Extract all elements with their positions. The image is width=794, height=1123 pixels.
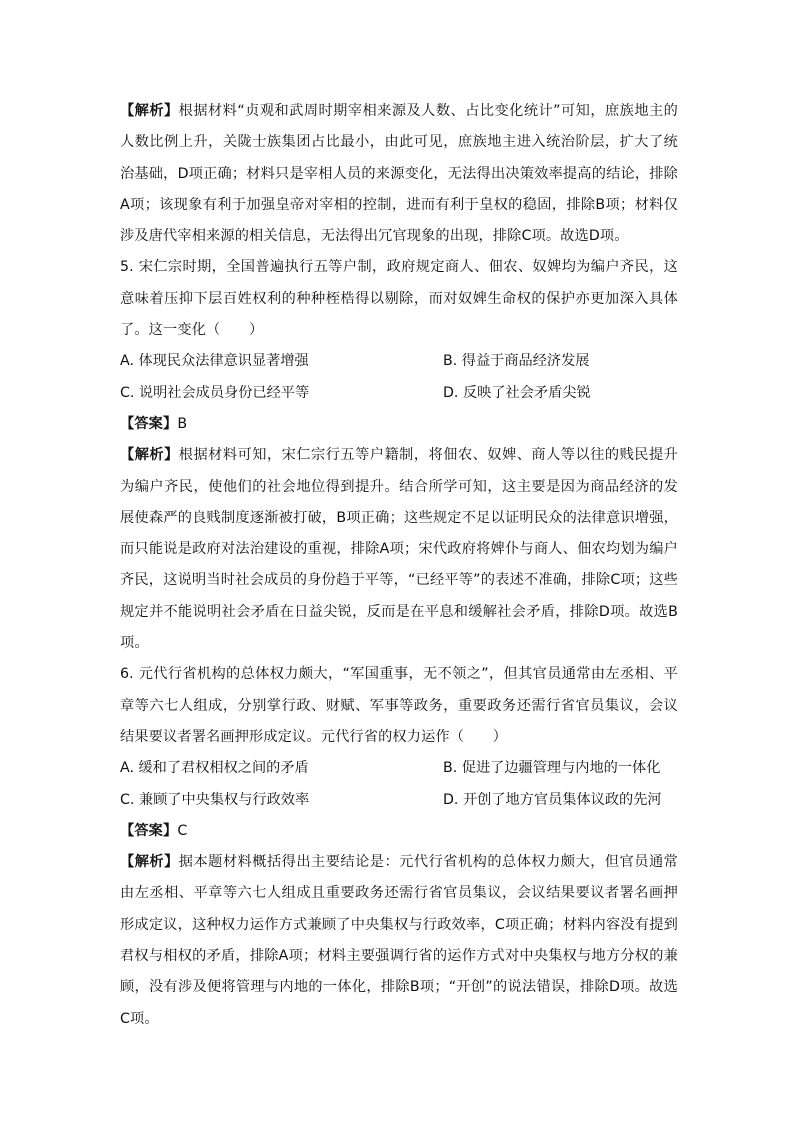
analysis-tag: 【解析】 (120, 103, 179, 119)
q6-stem: 6. 元代行省机构的总体权力颇大，“军国重事，无不领之”，但其官员通常由左丞相、平章等六七人组成，分别掌行政、财赋、军事等政务，重要政务还需行省官员集议，会议结果要议者署名画押形成定议。元代行省的权力运作（ ） (120, 666, 678, 745)
q6-analysis-paragraph (120, 847, 678, 1035)
analysis-tag: 【解析】 (120, 447, 179, 464)
q5-option-a[interactable]: A. 体现民众法律意识显著增强 (120, 353, 309, 370)
q4-analysis-paragraph (120, 96, 678, 252)
analysis-text: 根据材料可知，宋仁宗行五等户籍制，将佃农、奴婢、商人等以往的贱民提升为编户齐民，使他们的社会地位得到提升。结合所学可知，这主要是因为商品经济的发展使森严的良贱制度逐渐被打破，B项正确；这些规定不足以证明民众的法律意识增强，而只能说是政府对法治建设的重视，排除A项；宋代政府将婢仆与商人、佃农均划为编户齐民，这说明当时社会成员的身份趋于平等，“已经平等”的表述不准确，排除C项；这些规定并不能说明社会矛盾在日益尖锐，反而是在平息和缓解社会矛盾，排除D项。故选B项。 (120, 447, 678, 652)
q5-option-b[interactable]: B. 得益于商品经济发展 (443, 353, 590, 370)
q6-option-d[interactable]: D. 开创了地方官员集体议政的先河 (443, 791, 662, 808)
document-page (120, 96, 678, 1035)
analysis-text: 据本题材料概括得出主要结论是：元代行省机构的总体权力颇大，但官员通常由左丞相、平章等六七人组成且重要政务还需行省官员集议，会议结果要议者署名画押形成定议，这种权力运作方式兼顾了中央集权与行政效率，C项正确；材料内容没有提到君权与相权的矛盾，排除A项；材料主要强调行省的运作方式对中央集权与地方分权的兼顾，没有涉及便将管理与内地的一体化，排除B项；“开创”的说法错误，排除D项。故选C项。 (120, 854, 678, 1027)
q5-options-row-1 (120, 346, 678, 377)
q6-option-b[interactable]: B. 促进了边疆管理与内地的一体化 (443, 760, 661, 777)
q5-option-c[interactable]: C. 说明社会成员身份已经平等 (120, 384, 310, 401)
q6-option-c[interactable]: C. 兼顾了中央集权与行政效率 (120, 791, 310, 808)
answer-tag: 【答案】 (120, 415, 178, 432)
analysis-text: 根据材料“贞观和武周时期宰相来源及人数、占比变化统计”可知，庶族地主的人数比例上升，关陇士族集团占比最小，由此可见，庶族地主进入统治阶层，扩大了统治基础，D项正确；材料只是宰相人员的来源变化，无法得出决策效率提高的结论，排除A项；该现象有利于加强皇帝对宰相的控制，进而有利于皇权的稳固，排除B项；材料仅涉及唐代宰相来源的相关信息，无法得出冗官现象的出现，排除C项。故选D项。 (120, 103, 678, 245)
q5-analysis-paragraph (120, 440, 678, 659)
answer-value: B (177, 415, 188, 432)
q6-answer (120, 816, 678, 847)
analysis-tag: 【解析】 (120, 854, 179, 871)
q6-option-a[interactable]: A. 缓和了君权相权之间的矛盾 (120, 760, 309, 777)
q6-options-row-1 (120, 753, 678, 784)
answer-value: C (177, 822, 188, 839)
q5-options-row-2 (120, 378, 678, 409)
q5-stem: 5. 宋仁宗时期，全国普遍执行五等户制，政府规定商人、佃农、奴婢均为编户齐民，这意味着压抑下层百姓权利的种种桎梏得以剔除，而对奴婢生命权的保护亦更加深入具体了。这一变化（ ） (120, 259, 678, 339)
q5-answer (120, 409, 678, 440)
q6-options-row-2 (120, 785, 678, 816)
answer-tag: 【答案】 (120, 822, 178, 839)
q5-option-d[interactable]: D. 反映了社会矛盾尖锐 (443, 384, 591, 401)
